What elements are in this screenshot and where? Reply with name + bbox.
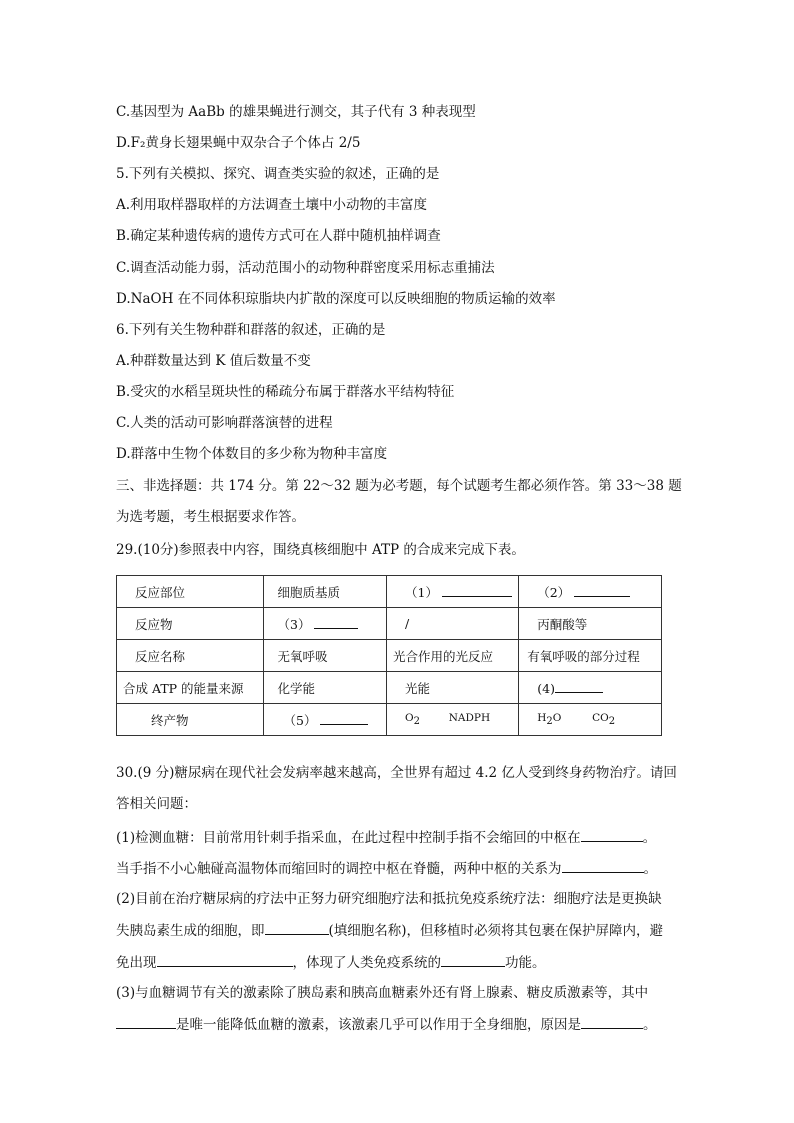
question-29-stem: 29.(10分)参照表中内容，围绕真核细胞中 ATP 的合成来完成下表。 xyxy=(116,542,525,558)
blank-label: （2） xyxy=(537,584,571,600)
blank-label: (4) xyxy=(537,680,555,696)
blank-label: （1） xyxy=(405,584,438,600)
question-6-option-a: A.种群数量达到 K 值后数量不变 xyxy=(116,353,311,369)
question-5-option-d: D.NaOH 在不同体积琼脂块内扩散的深度可以反映细胞的物质运输的效率 xyxy=(116,291,556,307)
nadph-label: NADPH xyxy=(448,711,491,724)
table-cell: 光能 xyxy=(387,672,519,704)
table-cell: 反应部位 xyxy=(117,576,264,608)
table-row xyxy=(117,704,662,736)
option-line: C.基因型为 AaBb 的雄果蝇进行测交，其子代有 3 种表现型 xyxy=(116,104,476,120)
question-30-part-1b: 当手指不小心触碰高温物体而缩回时的调控中枢在脊髓，两种中枢的关系为 。 xyxy=(116,858,657,879)
table-cell xyxy=(387,704,519,736)
answer-blank-30-2a[interactable] xyxy=(265,920,329,935)
question-5-stem: 5.下列有关模拟、探究、调查类实验的叙述，正确的是 xyxy=(116,166,440,182)
question-6-option-c: C.人类的活动可影响群落演替的进程 xyxy=(116,415,333,431)
table-cell xyxy=(387,576,519,608)
answer-blank-5[interactable] xyxy=(320,712,368,725)
question-30-part-1a: (1)检测血糖：目前常用针刺手指采血，在此过程中控制手指不会缩回的中枢在 。 xyxy=(116,827,656,848)
table-cell: 化学能 xyxy=(263,672,387,704)
answer-blank-30-1b[interactable] xyxy=(562,858,644,873)
answer-blank-2[interactable] xyxy=(574,584,630,597)
question-6-stem: 6.下列有关生物种群和群落的叙述，正确的是 xyxy=(116,322,386,338)
question-30-part-2a: (2)目前在治疗糖尿病的疗法中正努力研究细胞疗法和抵抗免疫系统疗法：细胞疗法是更换缺 xyxy=(116,891,662,907)
table-cell: 合成 ATP 的能量来源 xyxy=(117,672,264,704)
section-3-heading: 三、非选择题：共 174 分。第 22～32 题为必考题，每个试题考生都必须作答。第 33～38 题 xyxy=(116,478,682,494)
answer-blank-30-3b[interactable] xyxy=(581,1014,643,1029)
table-cell: 反应物 xyxy=(117,608,264,640)
table-cell: 丙酮酸等 xyxy=(519,608,662,640)
table-row xyxy=(117,672,662,704)
question-30-stem: 30.(9 分)糖尿病在现代社会发病率越来越高，全世界有超过 4.2 亿人受到终身药物治疗。请回 xyxy=(116,765,677,781)
answer-blank-30-2c[interactable] xyxy=(441,952,505,967)
section-3-heading-cont: 为选考题，考生根据要求作答。 xyxy=(116,509,305,525)
table-row xyxy=(117,576,662,608)
answer-blank-30-1a[interactable] xyxy=(581,827,643,842)
table-cell: 无氧呼吸 xyxy=(263,640,387,672)
question-30-part-2b: 失胰岛素生成的细胞，即 (填细胞名称)，但移植时必须将其包裹在保护屏障内，避 xyxy=(116,920,663,941)
table-row xyxy=(117,608,662,640)
answer-blank-30-3a[interactable] xyxy=(116,1014,176,1029)
question-30-stem-cont: 答相关问题： xyxy=(116,796,197,812)
table-cell xyxy=(263,608,387,640)
question-5-option-a: A.利用取样器取样的方法调查土壤中小动物的丰富度 xyxy=(116,197,428,213)
table-row xyxy=(117,640,662,672)
question-5-option-b: B.确定某种遗传病的遗传方式可在人群中随机抽样调查 xyxy=(116,228,441,244)
table-cell: 光合作用的光反应 xyxy=(387,640,519,672)
question-30-part-3b: 是唯一能降低血糖的激素，该激素几乎可以作用于全身细胞，原因是 。 xyxy=(116,1014,657,1035)
option-line: D.F₂黄身长翅果蝇中双杂合子个体占 2/5 xyxy=(116,135,361,151)
table-cell: 终产物 xyxy=(117,704,264,736)
table-cell xyxy=(519,704,662,736)
question-5-option-c: C.调查活动能力弱，活动范围小的动物种群密度采用标志重捕法 xyxy=(116,260,495,276)
answer-blank-1[interactable] xyxy=(442,584,512,597)
water-formula: $H_2O$ xyxy=(537,711,562,728)
table-cell: 细胞质基质 xyxy=(263,576,387,608)
table-cell xyxy=(263,704,387,736)
question-30-part-2c: 免出现 ，体现了人类免疫系统的 功能。 xyxy=(116,952,546,973)
blank-label: （5） xyxy=(283,712,317,728)
table-cell xyxy=(519,672,662,704)
answer-blank-3[interactable] xyxy=(314,616,358,629)
blank-label: （3） xyxy=(277,616,311,632)
question-6-option-d: D.群落中生物个体数目的多少称为物种丰富度 xyxy=(116,446,388,462)
question-6-option-b: B.受灾的水稻呈斑块性的稀疏分布属于群落水平结构特征 xyxy=(116,384,455,400)
answer-blank-30-2b[interactable] xyxy=(157,952,293,967)
table-cell xyxy=(519,576,662,608)
table-cell: 有氧呼吸的部分过程 xyxy=(519,640,662,672)
co2-formula: $CO_2$ xyxy=(592,711,616,728)
answer-blank-4[interactable] xyxy=(555,680,603,693)
table-cell: 反应名称 xyxy=(117,640,264,672)
table-cell: / xyxy=(387,608,519,640)
oxygen-formula: $O_2$ xyxy=(405,711,421,728)
question-30-part-3a: (3)与血糖调节有关的激素除了胰岛素和胰高血糖素外还有肾上腺素、糖皮质激素等，其中 xyxy=(116,985,649,1001)
atp-synthesis-table xyxy=(116,575,662,736)
